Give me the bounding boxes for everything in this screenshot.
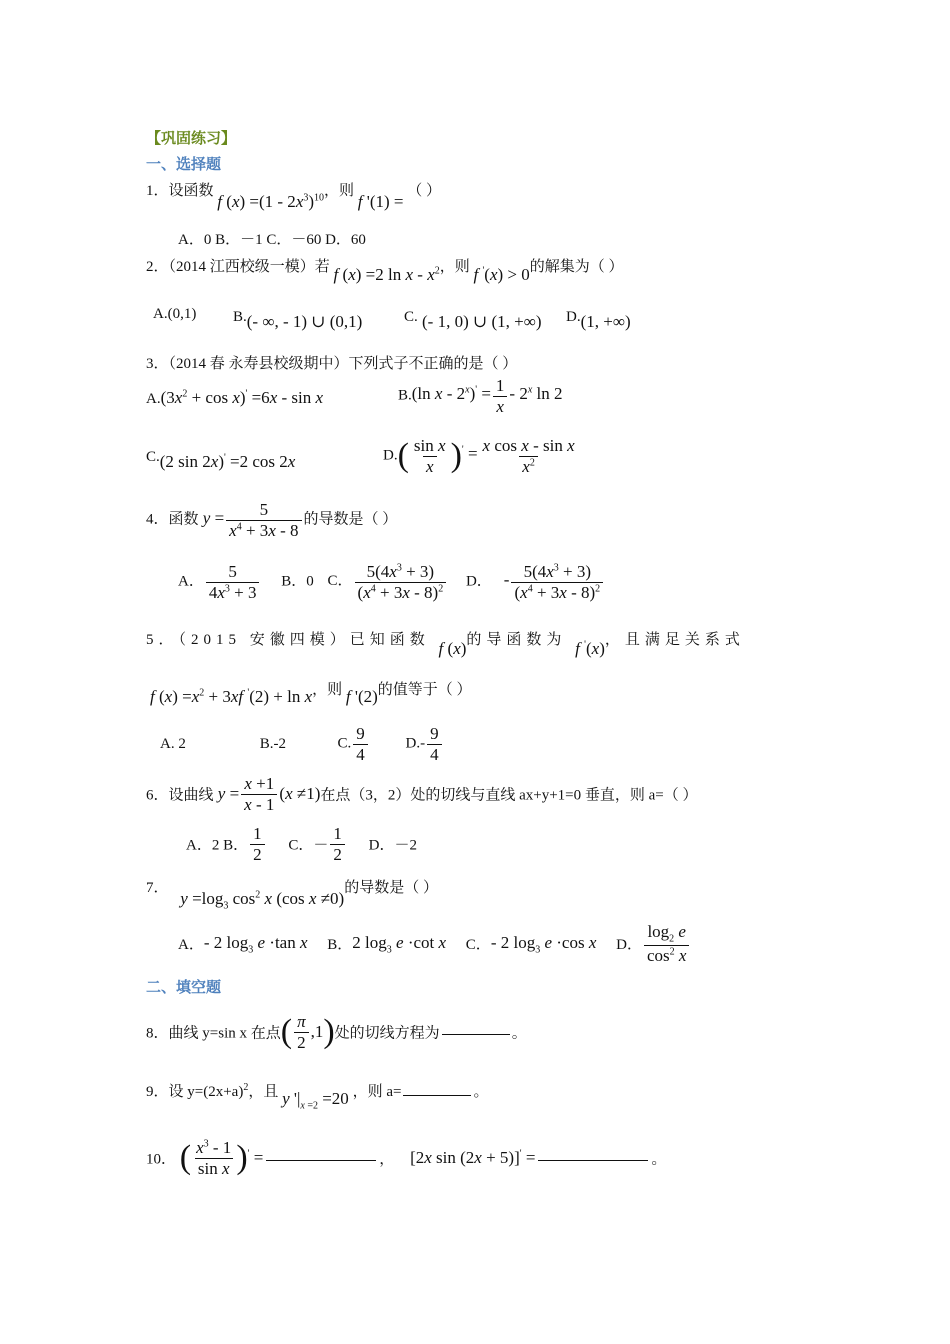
section2-heading: 二、填空题 <box>146 978 222 996</box>
question-2: 2．（2014 江西校级一模）若 f (x) =2 ln x - $x^2$，则 f '(x) > 0的解集为（ ） <box>146 259 624 284</box>
question-1: 1．设函数 f $(x) =(1 - 2x^3)^{10}$，则 f '(1) = （ ） <box>146 183 442 211</box>
question-7: 7． $y =\log_3$ $\cos^2 x$ (cos x ≠0)的导数是（ ） <box>146 880 438 912</box>
q6-options: A．2 B． $\frac{1}{2}$ C．－ $\frac{1}{2}$ D．－2 <box>186 824 417 864</box>
question-5: 5．（2015 安徽四模）已知函数 f (x)的导函数为 f '(x)，且满足关系式 <box>146 632 745 658</box>
q3-option-d: D.( $\frac{\text{sin x}}{x}$ )' = $\frac{\text{x cos x - sin x}}{x^2}$ <box>383 436 575 476</box>
q3-option-b: B.(ln x - $2^x)'$ = $\frac{1}{x}$ - 2$^x$ ln 2 <box>398 376 563 416</box>
q5-line-2: f $(x) =x^2 + 3xf$ '(2) + ln x，则 f '(2)的值等于（ ） <box>150 682 472 706</box>
question-6: 6．设曲线 y = $\frac{x +1}{x - 1}$ (x ≠1)在点（3，2）处的切线与直线 ax+y+1=0 垂直，则 a=（ ） <box>146 774 698 814</box>
q1-options: A．0 B．－1 C．－60 D．60 <box>178 232 366 248</box>
question-4: 4．函数 y = $\frac{5}{x^4 + 3x - 8}$ 的导数是（ ） <box>146 500 398 540</box>
question-10: 10． ( $\frac{x^3 - 1}{\text{sin x}}$ )' = ， [2x sin (2x + 5)]' = 。 <box>146 1138 667 1178</box>
q3-option-a: $A.(3x^2 + \cos x)' =6x - \sin x$ <box>146 388 324 407</box>
question-8: 8．曲线 y=sin x 在点( $\frac{\pi}{2}$ ,1)处的切线方程为 。 <box>146 1012 527 1052</box>
q2-option-d: D.(1, +∞) <box>566 309 631 331</box>
q7-options: A．- 2 $\log_3 e \cdot\tan$ x B．2 $\log_3 e \cdot\cot$ x C．- 2 $\log_3 e \cdot\cos$ x D． $\frac{\log_2 e}{\cos^2 x}$ <box>178 922 691 965</box>
q3-option-c: C.(2 sin 2x)' =2 cos 2x <box>146 449 296 471</box>
q4-options: A． $\frac{5}{4x^3 + 3}$ B．0 C． $\frac{5(4x^3 + 3)}{(x^4 + 3x - 8)^2}$ D． - $\frac{5(4x^3 + 3)}{(x^4 + 3x - 8)^2}$ <box>178 562 605 602</box>
q5-options: A. 2 B.-2 C. $\frac{9}{4}$ D.- $\frac{9}{4}$ <box>160 724 444 764</box>
practice-heading: 【巩固练习】 <box>146 129 237 147</box>
question-9: 9．设 $y=(2x+a)^2$，且 y '$|_{x =2} =20$ ，则 a= 。 <box>146 1082 489 1112</box>
section1-heading: 一、选择题 <box>146 155 222 173</box>
q2-option-a: A.(0,1) <box>153 306 197 322</box>
q2-option-c: C. (- 1, 0) ∪ (1, +∞) <box>404 309 542 331</box>
q2-option-b: B.(- ∞, - 1) ∪ (0,1) <box>233 309 363 331</box>
question-3: 3．（2014 春 永寿县校级期中）下列式子不正确的是（ ） <box>146 356 518 372</box>
